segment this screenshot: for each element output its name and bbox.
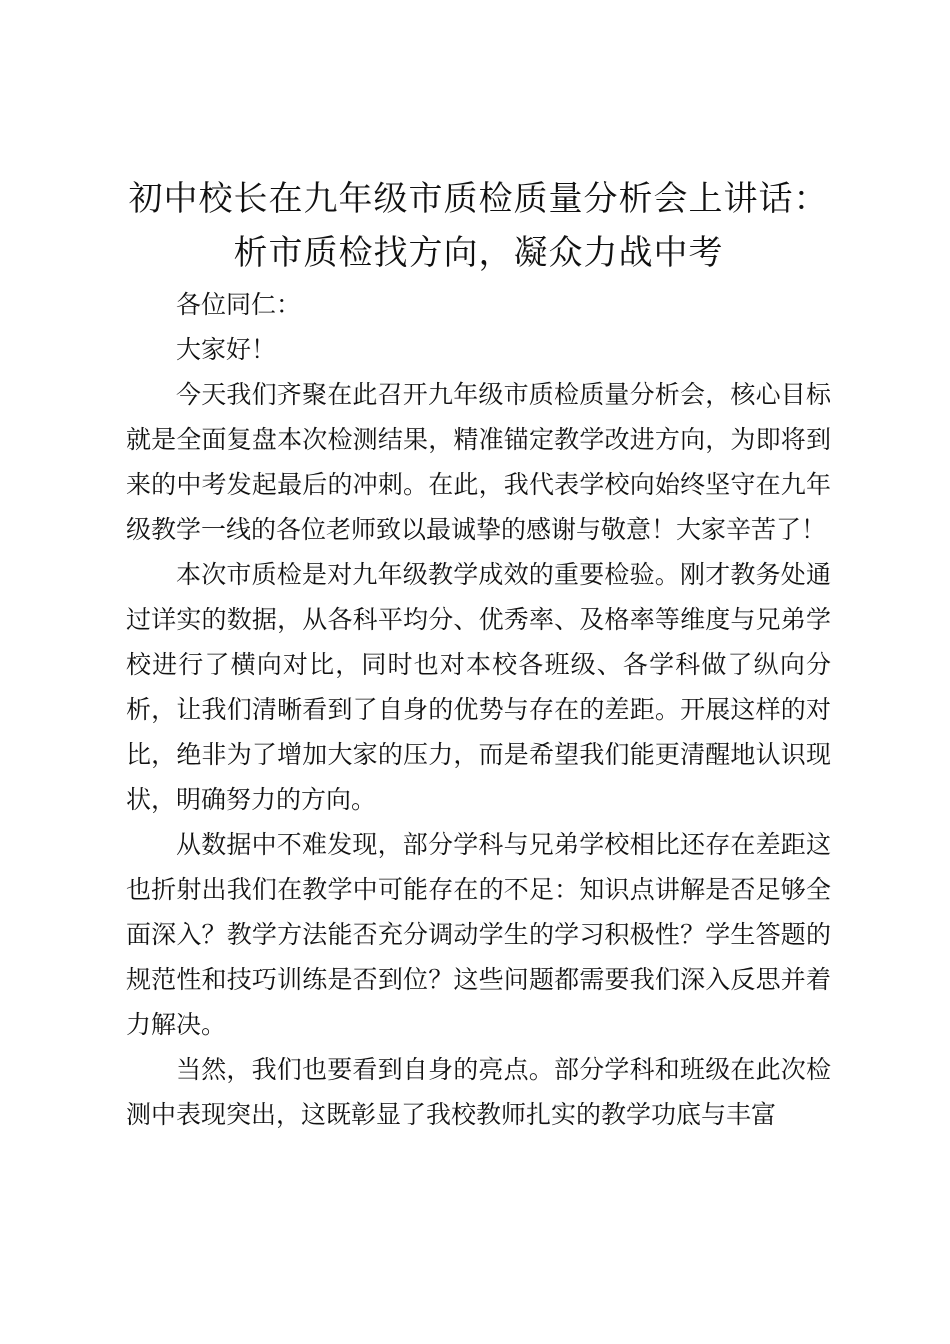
title-line-1: 初中校长在九年级市质检质量分析会上讲话：	[128, 179, 829, 219]
title-line-2: 析市质检找方向，凝众力战中考	[233, 233, 724, 273]
paragraph-2: 本次市质检是对九年级教学成效的重要检验。刚才教务处通过详实的数据，从各科平均分、优秀率、及格率等维度与兄弟学校进行了横向对比，同时也对本校各班级、各学科做了纵向分析，让我们清晰看到了自身的优势与存在的差距。开展这样的对比，绝非为了增加大家的压力，而是希望我们能更清醒地认识现状，明确努力的方向。	[126, 560, 831, 814]
paragraph-3: 从数据中不难发现，部分学科与兄弟学校相比还存在差距这也折射出我们在教学中可能存在的不足：知识点讲解是否足够全面深入？教学方法能否充分调动学生的学习积极性？学生答题的规范性和技巧训练是否到位？这些问题都需要我们深入反思并着力解决。	[126, 830, 831, 1039]
paragraph-1: 今天我们齐聚在此召开九年级市质检质量分析会，核心目标就是全面复盘本次检测结果，精准锚定教学改进方向，为即将到来的中考发起最后的冲刺。在此，我代表学校向始终坚守在九年级教学一线的各位老师致以最诚挚的感谢与敬意！大家辛苦了！	[126, 380, 831, 544]
greeting: 各位同仁：	[176, 290, 302, 319]
paragraph-4: 当然，我们也要看到自身的亮点。部分学科和班级在此次检测中表现突出，这既彰显了我校教师扎实的教学功底与丰富	[126, 1055, 831, 1129]
document-title	[126, 172, 831, 280]
document-body	[126, 282, 831, 1137]
salutation: 大家好！	[176, 335, 277, 364]
document-page	[126, 172, 831, 1137]
